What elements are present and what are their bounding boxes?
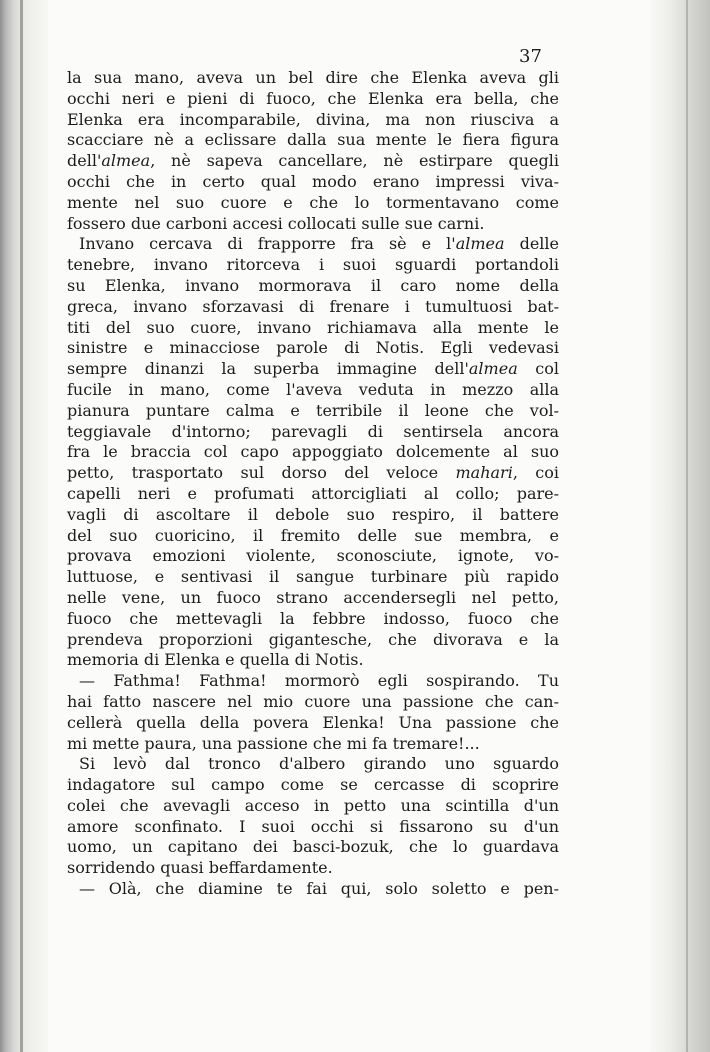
text-line	[67, 380, 559, 401]
text-segment: prendeva proporzioni gigantesche, che divorava e la	[67, 629, 559, 649]
text-line	[67, 671, 559, 692]
text-segment: delle	[504, 234, 559, 254]
text-segment: indagatore sul campo come se cercasse di scoprire	[67, 775, 559, 795]
text-segment: greca, invano sforzavasi di frenare i tumultuosi bat-	[67, 296, 559, 316]
text-line	[67, 172, 559, 193]
text-line	[67, 422, 559, 443]
text-segment: sempre dinanzi la superba immagine dell'	[67, 359, 469, 379]
italic-word: mahari	[455, 463, 513, 483]
text-segment: memoria di Elenka e quella di Notis.	[67, 650, 364, 670]
text-segment: uomo, un capitano dei basci-bozuk, che lo guardava	[67, 837, 559, 857]
text-segment: capelli neri e profumati attorcigliati al collo; pare-	[67, 483, 559, 503]
text-line	[67, 234, 559, 255]
text-line	[67, 484, 559, 505]
text-line	[67, 692, 559, 713]
text-line	[67, 442, 559, 463]
text-segment: , nè sapeva cancellare, nè estirpare quegli	[150, 151, 559, 171]
text-line	[67, 359, 559, 380]
text-line	[67, 650, 559, 671]
text-line	[67, 526, 559, 547]
text-segment: occhi che in certo qual modo erano impressi viva-	[67, 171, 559, 191]
text-line	[67, 110, 559, 131]
text-segment: provava emozioni violente, sconosciute, ignote, vo-	[67, 546, 559, 566]
text-segment: sorridendo quasi beffardamente.	[67, 858, 333, 878]
italic-word: almea	[455, 234, 505, 254]
text-line	[67, 609, 559, 630]
text-segment: titi del suo cuore, invano richiamava alla mente le	[67, 317, 559, 337]
text-line	[67, 879, 559, 900]
text-line	[67, 505, 559, 526]
page-right-edge-shadow	[650, 0, 710, 1052]
text-line	[67, 734, 559, 755]
text-segment: colei che avevagli acceso in petto una scintilla d'un	[67, 795, 559, 815]
text-segment: tenebre, invano ritorceva i suoi sguardi portandoli	[67, 255, 559, 275]
text-segment: pianura puntare calma e terribile il leone che vol-	[67, 400, 559, 420]
text-segment: mi mette paura, una passione che mi fa tremare!...	[67, 733, 480, 753]
text-segment: fuoco che mettevagli la febbre indosso, fuoco che	[67, 608, 559, 628]
text-line	[67, 318, 559, 339]
text-segment: , coi	[512, 463, 559, 483]
text-segment: amore sconfinato. I suoi occhi si fissarono su d'un	[67, 816, 559, 836]
text-line	[67, 858, 559, 879]
text-segment: la sua mano, aveva un bel dire che Elenka aveva gli	[67, 68, 559, 87]
text-line	[67, 338, 559, 359]
italic-word: almea	[101, 151, 151, 171]
body-text	[67, 68, 559, 900]
text-segment: Si levò dal tronco d'albero girando uno sguardo	[79, 754, 559, 774]
text-line	[67, 214, 559, 235]
text-segment: luttuose, e sentivasi il sangue turbinare più rapido	[67, 567, 559, 587]
text-segment: occhi neri e pieni di fuoco, che Elenka era bella, che	[67, 88, 559, 108]
text-segment: Invano cercava di frapporre fra sè e l'	[79, 234, 456, 254]
italic-word: almea	[468, 359, 518, 379]
text-line	[67, 630, 559, 651]
text-line	[67, 754, 559, 775]
text-segment: — Fathma! Fathma! mormorò egli sospirando. Tu	[79, 671, 559, 691]
text-line	[67, 297, 559, 318]
text-segment: cellerà quella della povera Elenka! Una passione che	[67, 712, 559, 732]
text-segment: del suo cuoricino, il fremito delle sue membra, e	[67, 525, 559, 545]
text-line	[67, 401, 559, 422]
text-line	[67, 588, 559, 609]
text-segment: su Elenka, invano mormorava il caro nome della	[67, 275, 559, 295]
text-line	[67, 775, 559, 796]
page-right-edge	[686, 0, 688, 1052]
text-segment: col	[517, 359, 560, 379]
text-segment: Elenka era incomparabile, divina, ma non riusciva a	[67, 109, 559, 129]
text-segment: fucile in mano, come l'aveva veduta in mezzo alla	[67, 379, 559, 399]
text-line	[67, 255, 559, 276]
text-line	[67, 546, 559, 567]
text-line	[67, 837, 559, 858]
text-segment: scacciare nè a eclissare dalla sua mente le fiera figura	[67, 130, 559, 150]
text-segment: vagli di ascoltare il debole suo respiro, il battere	[67, 504, 559, 524]
text-segment: dell'	[67, 151, 102, 171]
text-line	[67, 567, 559, 588]
text-line	[67, 89, 559, 110]
text-segment: sinistre e minacciose parole di Notis. Egli vedevasi	[67, 338, 559, 358]
text-segment: — Olà, che diamine te fai qui, solo soletto e pen-	[79, 879, 559, 899]
text-line	[67, 68, 559, 89]
text-line	[67, 713, 559, 734]
text-line	[67, 463, 559, 484]
text-line	[67, 817, 559, 838]
page-number: 37	[519, 46, 542, 67]
text-segment: teggiavale d'intorno; parevagli di sentirsela ancora	[67, 421, 559, 441]
page-left-binding-shadow	[0, 0, 48, 1052]
text-line	[67, 796, 559, 817]
text-line	[67, 193, 559, 214]
text-segment: mente nel suo cuore e che lo tormentavano come	[67, 192, 559, 212]
text-segment: fossero due carboni accesi collocati sulle sue carni.	[67, 213, 485, 233]
text-segment: petto, trasportato sul dorso del veloce	[67, 463, 456, 483]
text-segment: hai fatto nascere nel mio cuore una passione che can-	[67, 691, 559, 711]
text-segment: fra le braccia col capo appoggiato dolcemente al suo	[67, 442, 559, 462]
page-left-edge	[20, 0, 23, 1052]
text-segment: nelle vene, un fuoco strano accendersegli nel petto,	[67, 587, 559, 607]
text-line	[67, 276, 559, 297]
text-line	[67, 130, 559, 151]
text-line	[67, 151, 559, 172]
